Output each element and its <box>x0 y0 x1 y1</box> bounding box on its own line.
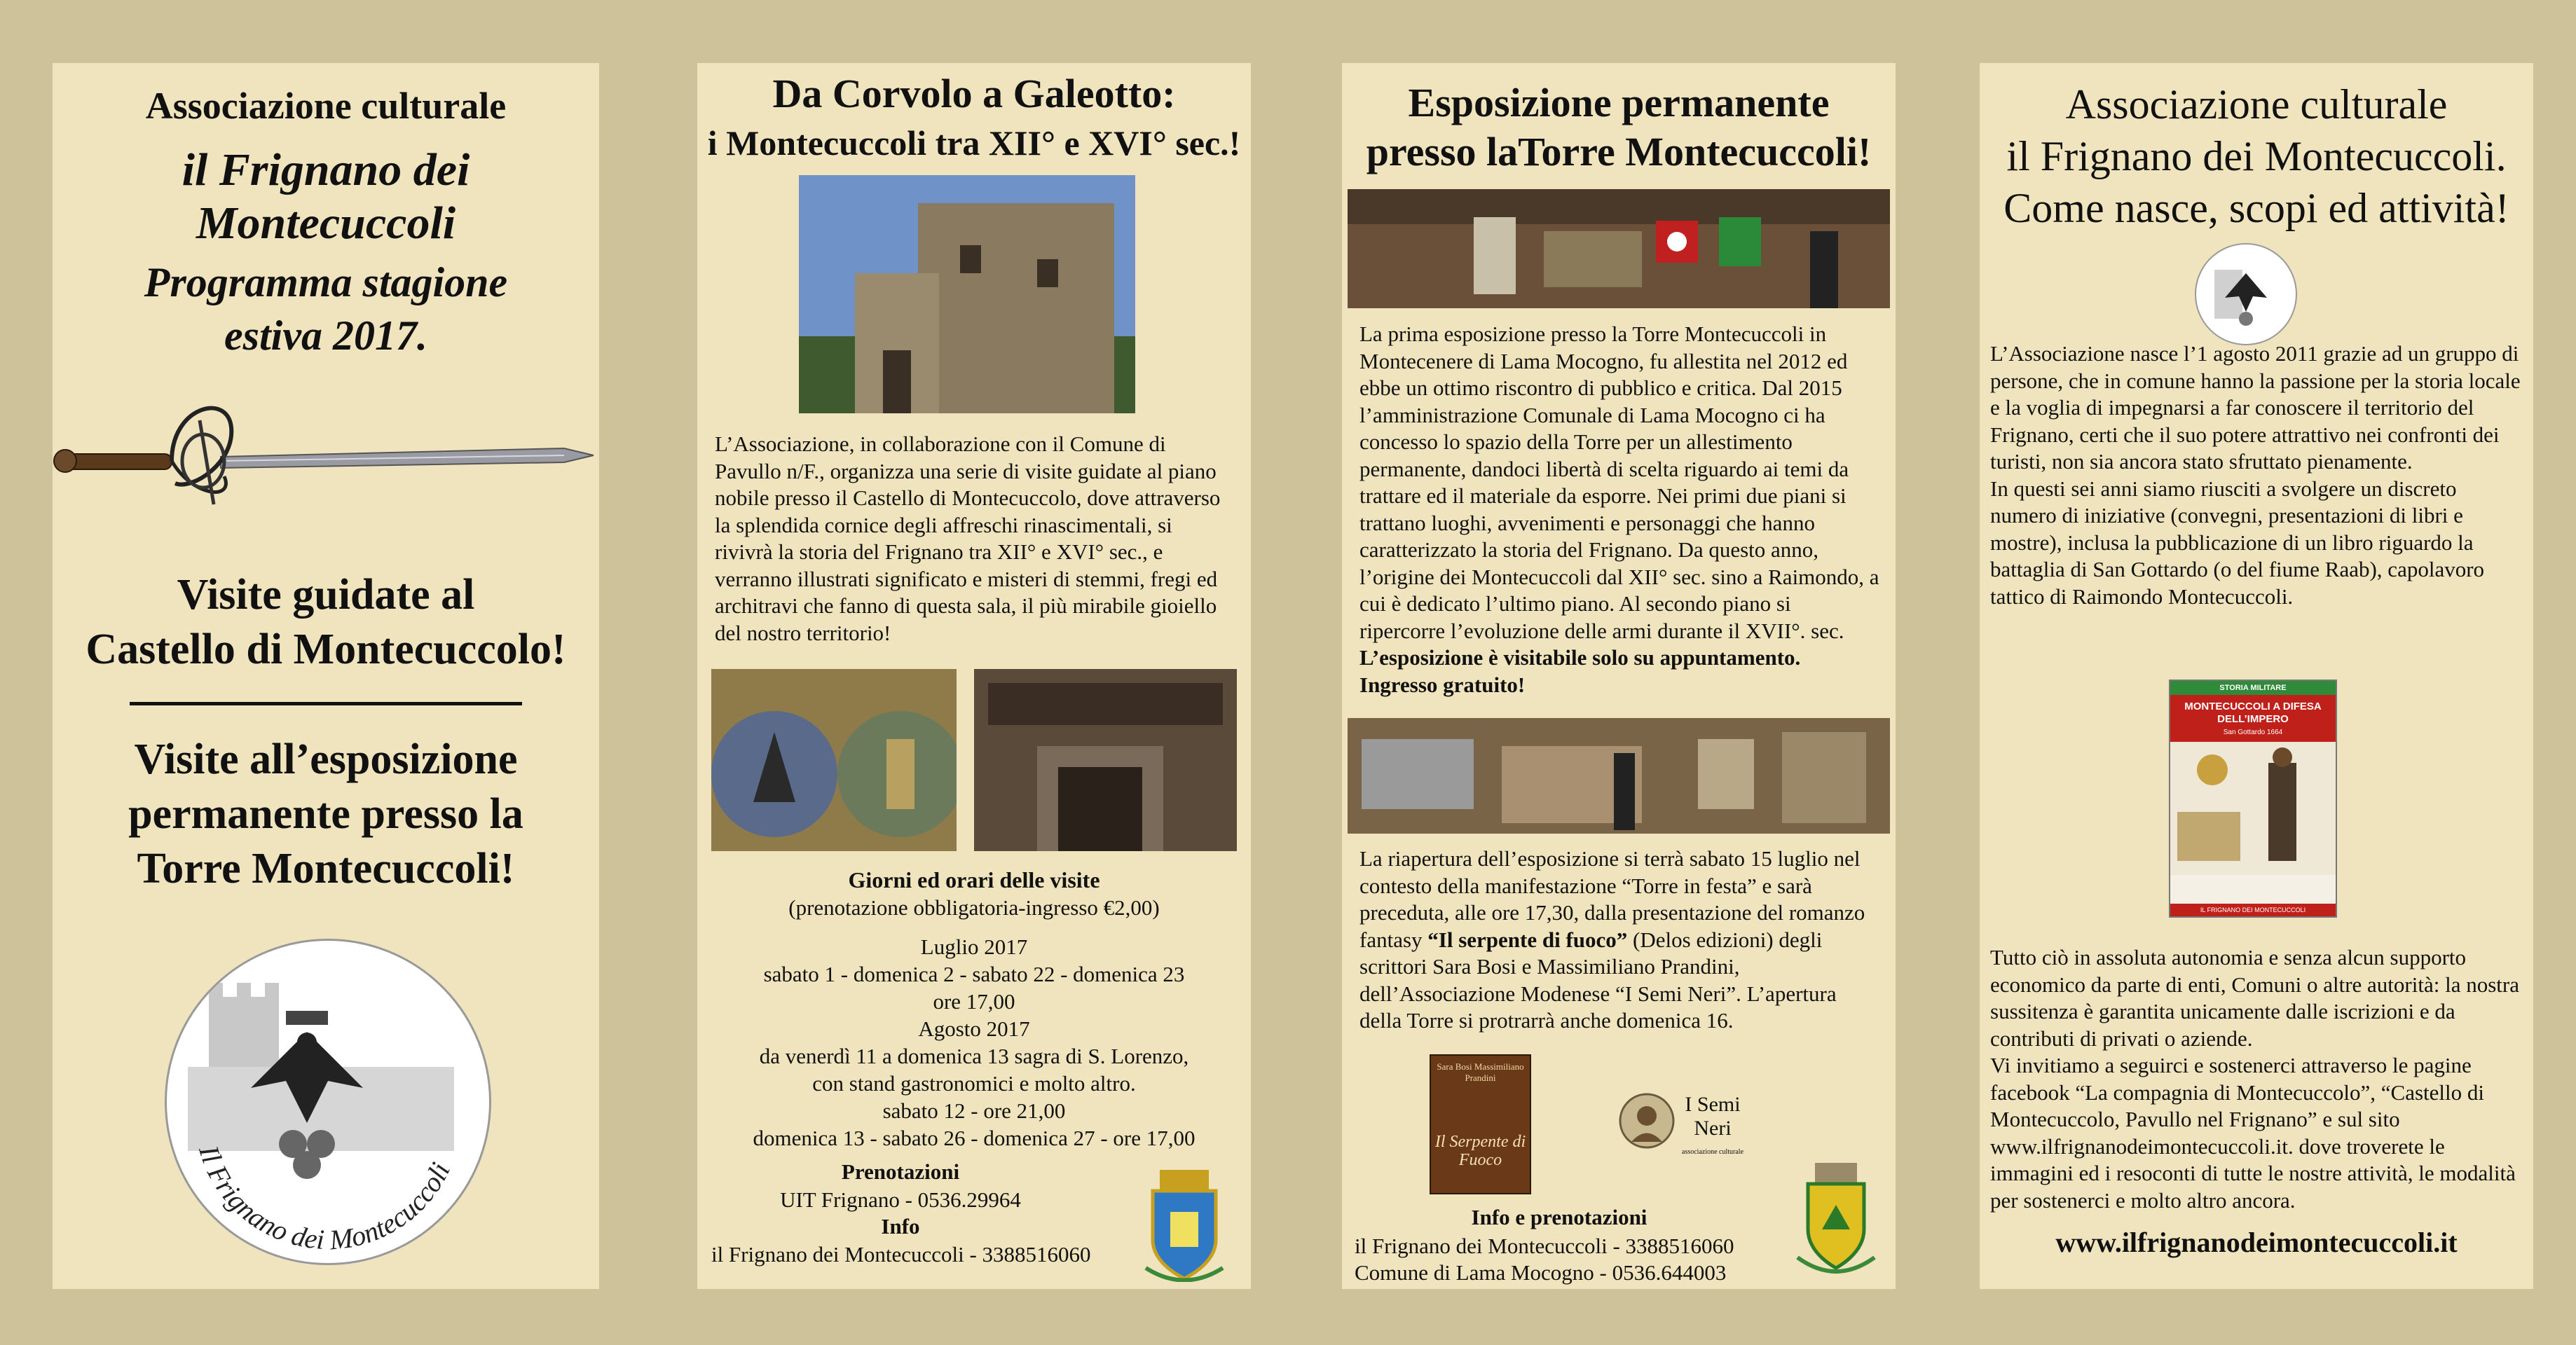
sword-illustration <box>53 378 599 518</box>
semi-neri-line2: Neri <box>1694 1117 1732 1140</box>
book-subtitle: San Gottardo 1664 <box>2223 729 2283 736</box>
book-title: Il Serpente di Fuoco <box>1434 1133 1526 1169</box>
follow-us-paragraph: Vi invitiamo a seguirci e sostenerci attraverso le pagine facebook “La compagnia di Montecuccolo”, “Castello di Montecuccolo, Pavullo nel Frignano” e sul sito www.ilfrignanodeimontecuccoli.it. dove troverete le immagini ed i resoconti di tutte le nostre attività, le modalità per sostenerci e molto altro ancora. <box>1990 1053 2516 1213</box>
novel-book-cover <box>1430 1054 1531 1194</box>
schedule-line: ore 17,00 <box>933 989 1015 1014</box>
panel3-info-title: Info e prenotazioni <box>1471 1205 1647 1229</box>
reopening-text-cont: (Delos edizioni) degli scrittori Sara Bosi e Massimiliano Prandini, dell’Associazione Modenese “I Semi Neri”. L’apertura della Torre si protrarrà anche domenica 16. <box>1359 927 1837 1033</box>
panel4-title <box>1980 78 2533 234</box>
fresco-photo <box>711 669 957 851</box>
book-authors: Sara Bosi Massimiliano Prandini <box>1437 1061 1524 1083</box>
panel4-body-intro <box>1990 340 2526 610</box>
autonomy-paragraph: Tutto ciò in assoluta autonomia e senza alcun supporto economico da parte di enti, Comuni o altre autorità: la nostra sussitenza è garantita unicamente dalle iscrizioni e da contributi di privati o aziende. <box>1990 945 2519 1051</box>
logo-text: Il Frignano dei Montecuccoli <box>193 1142 456 1256</box>
semi-neri-subtitle: associazione culturale <box>1682 1148 1744 1156</box>
panel-association-about <box>1980 63 2533 1289</box>
pavullo-coat-of-arms-icon <box>1139 1163 1230 1282</box>
panel4-body-support <box>1990 944 2526 1214</box>
visit-hours-note: (prenotazione obbligatoria-ingresso €2,00) <box>788 895 1160 920</box>
booking-title: Prenotazioni <box>841 1159 960 1184</box>
info-line-association: il Frignano dei Montecuccoli - 3388516060 <box>1355 1234 1734 1258</box>
exhibition-visits-line1: Visite all’esposizione <box>134 736 518 783</box>
hall-photo <box>974 669 1237 851</box>
book-main-title: MONTECUCCOLI A DIFESA DELL’IMPERO <box>2184 701 2322 725</box>
svg-text:Il Frignano dei Montecuccoli <box>193 1141 456 1256</box>
exhibition-appointment-note: L’esposizione è visitabile solo su appuntamento. Ingresso gratuito! <box>1359 645 1801 697</box>
schedule-line: sabato 1 - domenica 2 - sabato 22 - domenica 23 <box>763 962 1185 986</box>
schedule-line: sabato 12 - ore 21,00 <box>882 1098 1066 1123</box>
reopening-text: La riapertura dell’esposizione si terrà sabato 15 luglio nel contesto della manifestazione “Torre in festa” e sarà preceduta, alle ore 17,30, dalla presentazione del romanzo fantasy <box>1359 846 1865 952</box>
schedule-line: domenica 13 - sabato 26 - domenica 27 - ore 17,00 <box>753 1126 1195 1150</box>
panel-guided-visits <box>697 63 1251 1289</box>
guided-visits-line2: Castello di Montecuccolo! <box>85 626 566 673</box>
panel3-info-lines <box>1355 1233 1789 1286</box>
info-line-municipality: Comune di Lama Mocogno - 0536.644003 <box>1355 1260 1727 1285</box>
panel-permanent-exhibition <box>1342 63 1896 1289</box>
program-title-line2: estiva 2017. <box>224 312 427 359</box>
website-link[interactable]: www.ilfrignanodeimontecuccoli.it <box>2055 1227 2458 1258</box>
panel-program-cover <box>53 63 599 1289</box>
exhibition-visits-line3: Torre Montecuccoli! <box>137 845 515 892</box>
origin-paragraph: L’Associazione nasce l’1 agosto 2011 grazie ad un gruppo di persone, che in comune hanno la passione per la storia locale e la voglia di impegnarsi a far conoscere il territorio del Frignano, certi che il suo potere attrattivo nei confronti dei turisti, non sia ancora stato sfruttato pienamente. <box>1990 341 2521 474</box>
semi-neri-logo-icon <box>1619 1089 1675 1156</box>
guided-visits-line1: Visite guidate al <box>177 571 475 619</box>
novel-title: “Il serpente di fuoco” <box>1427 927 1628 952</box>
exhibition-description: La prima esposizione presso la Torre Montecuccoli in Montecenere di Lama Mocogno, fu allestita nel 2012 ed ebbe un ottimo riscontro di pubblico e critica. Dal 2015 l’amministrazione Comunale di Lama Mocogno ci ha concesso lo spazio della Torre per un allestimento permanente, dandoci libertà di scelta riguardo ai temi da trattare ed il materiale da esporre. Nei primi due piani si trattano luoghi, avvenimenti e personaggi che hanno caratterizzato la storia del Frignano. Da questo anno, l’origine dei Montecuccoli dal XII° sec. sino a Raimondo, a cui è dedicato l’ultimo piano. Al secondo piano si ripercorre l’evoluzione delle armi durante il XVII°. sec. <box>1359 322 1879 643</box>
visit-schedule <box>697 933 1251 1152</box>
divider <box>130 702 522 705</box>
semi-neri-line1: I Semi <box>1685 1093 1741 1116</box>
exhibition-visits-title <box>53 732 599 896</box>
castle-photo <box>799 175 1135 413</box>
info-phone: il Frignano dei Montecuccoli - 3388516060 <box>711 1242 1091 1267</box>
lama-mocogno-coat-of-arms-icon <box>1790 1159 1882 1282</box>
panel2-title-line2: i Montecuccoli tra XII° e XVI° sec.! <box>707 123 1241 163</box>
exhibition-visits-line2: permanente presso la <box>128 790 523 838</box>
guided-visits-title <box>53 567 599 677</box>
schedule-line: da venerdì 11 a domenica 13 sagra di S. Lorenzo, <box>759 1044 1189 1068</box>
program-title-line1: Programma stagione <box>144 259 508 305</box>
association-small-logo-icon <box>2193 242 2298 347</box>
panel4-title-line3: Come nasce, scopi ed attività! <box>2003 185 2509 231</box>
schedule-line: Luglio 2017 <box>920 934 1028 959</box>
tower-eagle-emblem <box>167 941 489 1263</box>
panel3-body2 <box>1359 846 1882 1035</box>
program-title <box>53 256 599 362</box>
panel3-title <box>1342 78 1896 177</box>
book-publisher-band: IL FRIGNANO DEI MONTECUCCOLI <box>2170 904 2336 916</box>
panel3-title-line1: Esposizione permanente <box>1408 80 1830 125</box>
panel3-body1 <box>1359 321 1882 698</box>
book-title-band <box>2170 695 2336 742</box>
panel3-title-line2: presso laTorre Montecuccoli! <box>1366 129 1872 174</box>
panel2-title-line1: Da Corvolo a Galeotto: <box>772 71 1176 116</box>
activities-paragraph: In questi sei anni siamo riusciti a svolgere un discreto numero di iniziative (convegni, presentazioni di libri e mostre), inclusa la pubblicazione di un libro riguardo la battaglia di San Gottardo (o del fiume Raab), capolavoro tattico di Raimondo Montecuccoli. <box>1990 476 2485 609</box>
book-series-label: STORIA MILITARE <box>2170 681 2336 695</box>
info-title: Info <box>881 1214 920 1239</box>
booking-phone: UIT Frignano - 0536.29964 <box>780 1187 1021 1212</box>
association-logo <box>165 939 491 1265</box>
book-cover-illustration <box>2170 742 2336 875</box>
visit-hours-title: Giorni ed orari delle visite <box>848 867 1100 892</box>
association-heading: Associazione culturale <box>145 85 507 127</box>
exhibition-room-photo <box>1348 189 1890 308</box>
association-script-title: il Frignano dei Montecuccoli <box>181 144 470 249</box>
military-history-book-cover <box>2169 680 2337 918</box>
panel4-title-line2: il Frignano dei Montecuccoli. <box>2006 133 2507 179</box>
exhibition-hall-photo <box>1348 718 1890 834</box>
semi-neri-label <box>1682 1093 1743 1164</box>
schedule-line: con stand gastronomici e molto altro. <box>812 1071 1136 1096</box>
schedule-line: Agosto 2017 <box>918 1016 1030 1041</box>
panel4-title-line1: Associazione culturale <box>2065 81 2448 127</box>
panel2-body: L’Associazione, in collaborazione con il Comune di Pavullo n/F., organizza una serie di visite guidate al piano nobile presso il Castello di Montecuccolo, dove attraverso la splendida cornice degli affreschi rinascimentali, si rivivrà la storia del Frignano tra XII° e XVI° sec., e verranno illustrati significato e misteri di stemmi, fregi ed architravi che fanno di questa sala, il più mirabile gioiello del nostro territorio! <box>715 432 1221 645</box>
